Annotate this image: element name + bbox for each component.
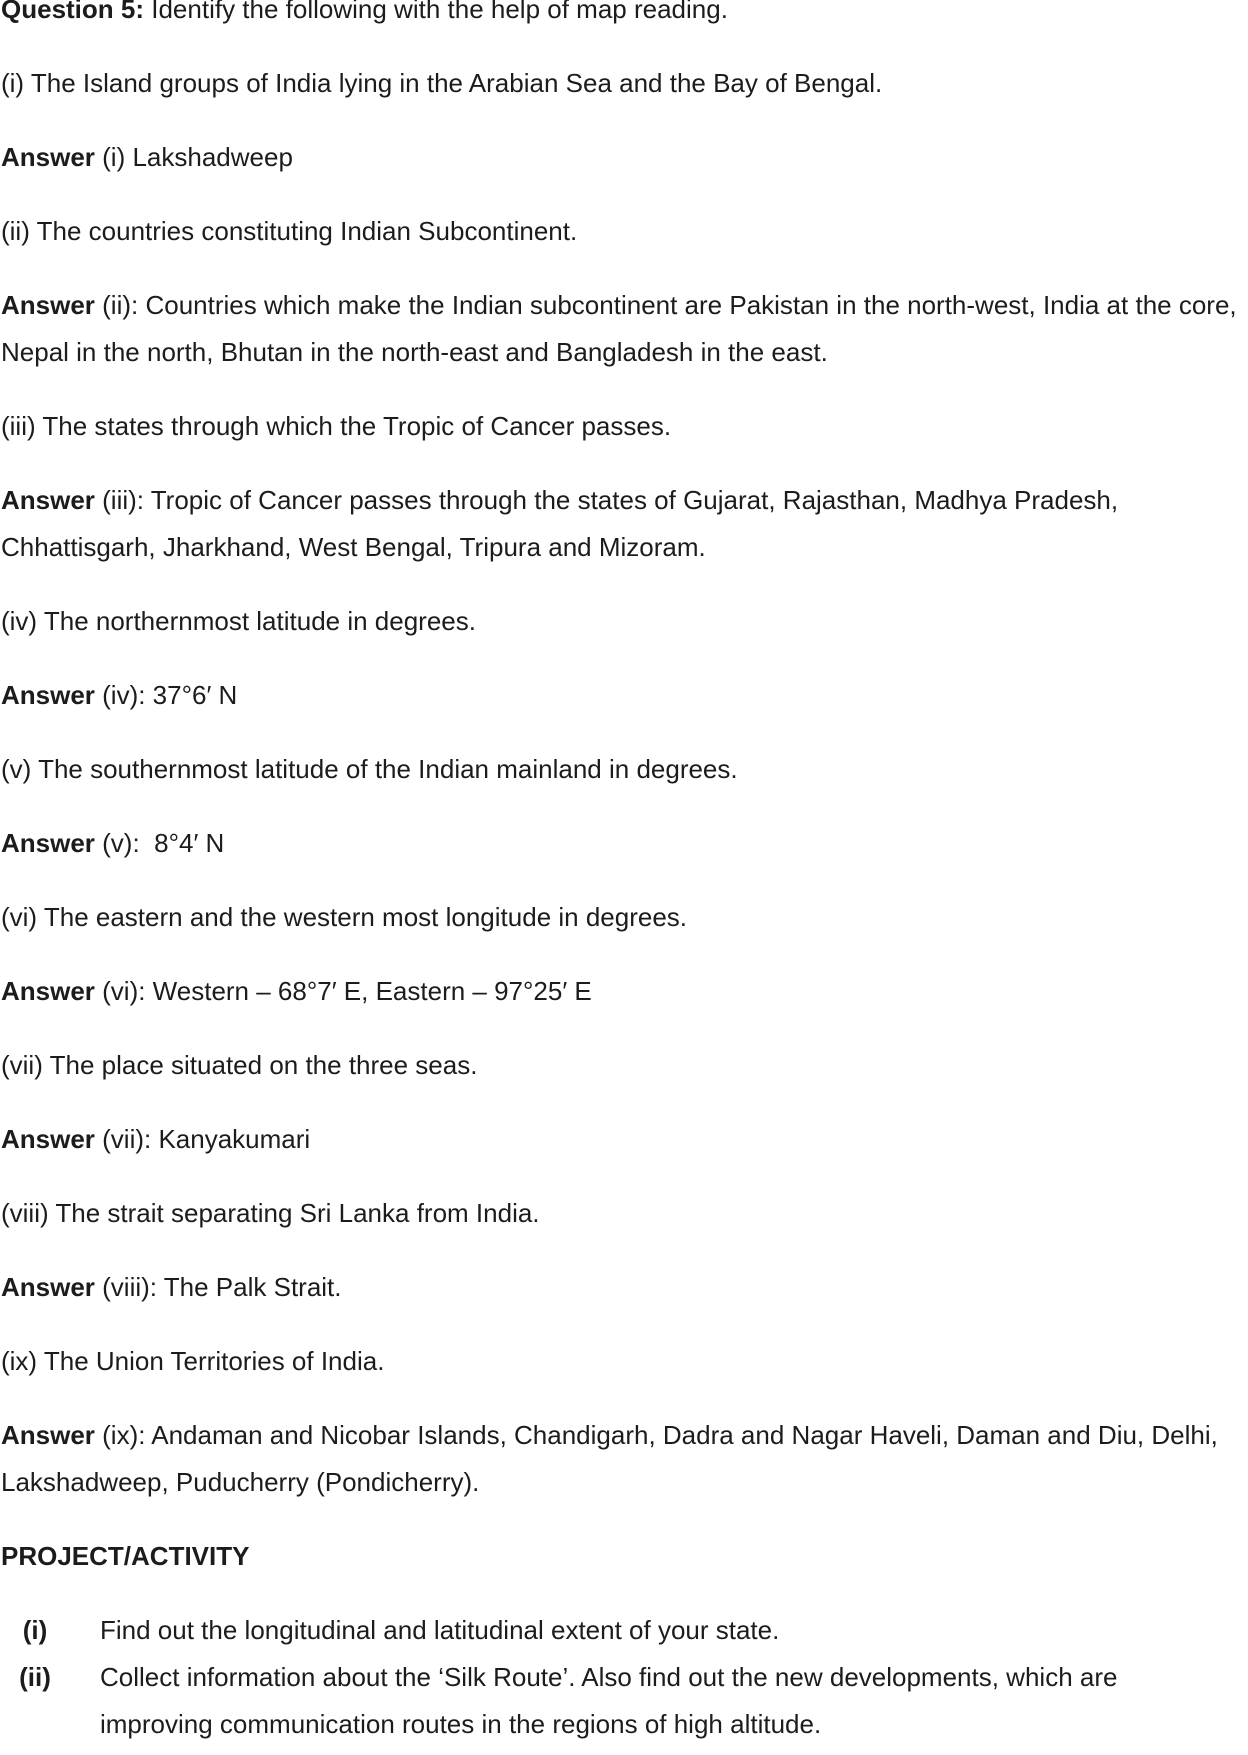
- question-text: Identify the following with the help of map reading.: [144, 0, 728, 24]
- project-item-number: (ii): [19, 1662, 51, 1692]
- answer: [0, 968, 1248, 1015]
- project-item: [0, 1654, 1248, 1748]
- sub-question: (iii) The states through which the Tropic of Cancer passes.: [1, 411, 672, 441]
- project-heading: PROJECT/ACTIVITY: [1, 1541, 250, 1571]
- answer-text: (vi): Western – 68°7′ E, Eastern – 97°25′ E: [94, 976, 592, 1006]
- answer: [0, 1116, 1248, 1163]
- answer: [0, 282, 1248, 376]
- answer-label: Answer: [1, 290, 95, 320]
- sub-question: (iv) The northernmost latitude in degrees.: [1, 606, 476, 636]
- answer: [0, 672, 1248, 719]
- sub-question: (vi) The eastern and the western most longitude in degrees.: [1, 902, 688, 932]
- sub-question: (viii) The strait separating Sri Lanka from India.: [1, 1198, 540, 1228]
- answer: [0, 134, 1248, 181]
- sub-question: (ii) The countries constituting Indian Subcontinent.: [1, 216, 578, 246]
- project-item-text: Find out the longitudinal and latitudinal extent of your state.: [100, 1615, 780, 1645]
- question-label: Question 5:: [1, 0, 145, 24]
- answer: [0, 1264, 1248, 1311]
- sub-question: (i) The Island groups of India lying in the Arabian Sea and the Bay of Bengal.: [1, 68, 883, 98]
- answer-text: (v): 8°4′ N: [94, 828, 225, 858]
- question-heading: [0, 0, 1248, 33]
- answer-label: Answer: [1, 976, 95, 1006]
- answer-text: (ii): Countries which make the Indian subcontinent are Pakistan in the north-west, India at the core, Nepal in the north, Bhutan in the north-east and Bangladesh in the east.: [1, 290, 1237, 367]
- answer-label: Answer: [1, 1124, 95, 1154]
- sub-question: (vii) The place situated on the three seas.: [1, 1050, 478, 1080]
- answer-text: (vii): Kanyakumari: [94, 1124, 311, 1154]
- project-list: [0, 1607, 1248, 1748]
- answer-label: Answer: [1, 680, 95, 710]
- answer-label: Answer: [1, 142, 95, 172]
- sub-question: (ix) The Union Territories of India.: [1, 1346, 385, 1376]
- answer-text: (viii): The Palk Strait.: [94, 1272, 342, 1302]
- answer-label: Answer: [1, 1420, 95, 1450]
- project-item-number: (i): [22, 1615, 48, 1645]
- project-item: [0, 1607, 1248, 1654]
- answer: [0, 820, 1248, 867]
- answer-text: (iii): Tropic of Cancer passes through the states of Gujarat, Rajasthan, Madhya Pradesh, Chhattisgarh, Jharkhand, West Bengal, Tripura and Mizoram.: [1, 485, 1119, 562]
- answer: [0, 477, 1248, 571]
- sub-question: (v) The southernmost latitude of the Indian mainland in degrees.: [1, 754, 738, 784]
- answer-text: (i) Lakshadweep: [94, 142, 293, 172]
- answer-label: Answer: [1, 1272, 95, 1302]
- answer-text: (iv): 37°6′ N: [94, 680, 238, 710]
- answer-label: Answer: [1, 485, 95, 515]
- answer-text: (ix): Andaman and Nicobar Islands, Chandigarh, Dadra and Nagar Haveli, Daman and Diu, Delhi, Lakshadweep, Puducherry (Pondicherry).: [1, 1420, 1218, 1497]
- answer-label: Answer: [1, 828, 95, 858]
- answer: [0, 1412, 1248, 1506]
- project-item-text: Collect information about the ‘Silk Route’. Also find out the new developments, which are improving communication routes in the regions of high altitude.: [100, 1662, 1118, 1739]
